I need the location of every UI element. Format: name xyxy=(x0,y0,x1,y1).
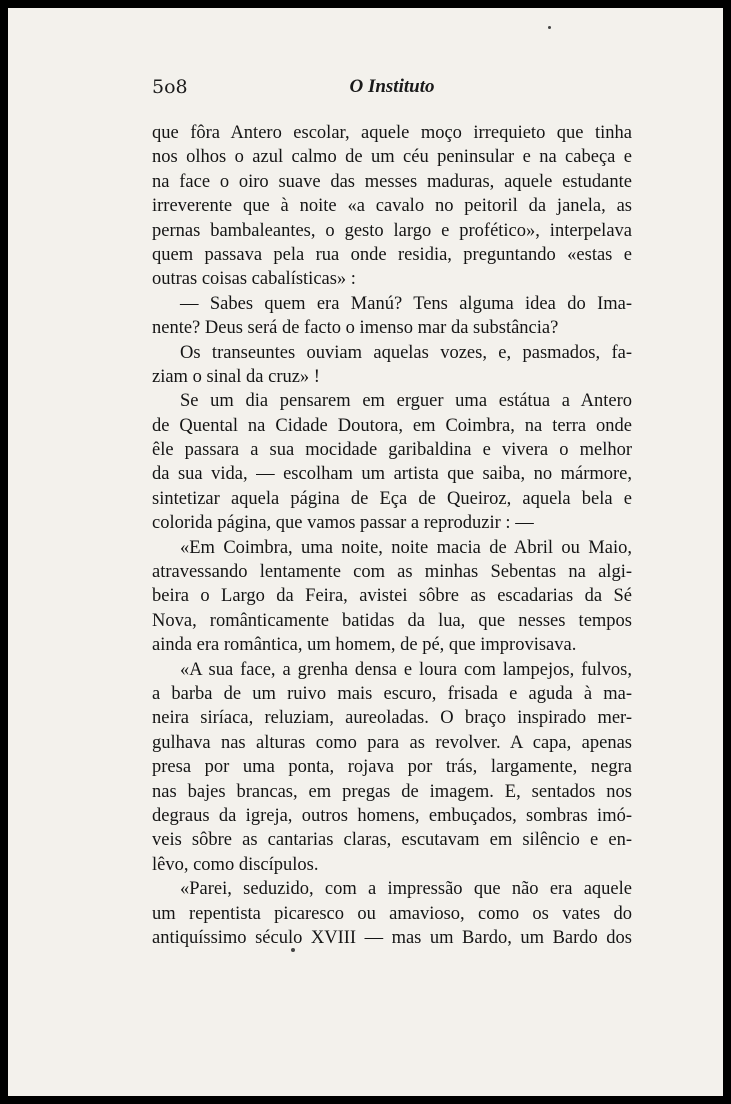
text-line: êle passara a sua mocidade garibaldina e vivera o melhor xyxy=(152,440,632,461)
text-line: irreverente que à noite «a cavalo no peitoril da janela, as xyxy=(152,196,632,217)
text-line: neira siríaca, reluziam, aureoladas. O braço inspirado mer- xyxy=(152,708,632,729)
text-line: degraus da igreja, outros homens, embuçados, sombras imó- xyxy=(152,805,632,826)
dust-speck xyxy=(548,26,551,29)
running-title: O Instituto xyxy=(349,76,435,97)
text-line: «Em Coimbra, uma noite, noite macia de Abril ou Maio, xyxy=(180,537,632,558)
text-line: «A sua face, a grenha densa e loura com lampejos, fulvos, xyxy=(180,659,632,680)
text-line: lêvo, como discípulos. xyxy=(152,854,319,875)
body-text xyxy=(152,121,632,950)
text-line: colorida página, que vamos passar a reproduzir : — xyxy=(152,513,534,534)
text-line: Se um dia pensarem em erguer uma estátua a Antero xyxy=(180,391,632,412)
text-line: — Sabes quem era Manú? Tens alguma idea do Ima- xyxy=(180,293,632,314)
text-line: a barba de um ruivo mais escuro, frisada e aguda à ma- xyxy=(152,683,632,704)
text-line: presa por uma ponta, rojava por trás, largamente, negra xyxy=(152,757,632,778)
text-line: outras coisas cabalísticas» : xyxy=(152,269,356,290)
text-line: quem passava pela rua onde residia, preguntando «estas e xyxy=(152,244,632,265)
text-line: beira o Largo da Feira, avistei sôbre as escadarias da Sé xyxy=(152,586,632,607)
text-line: ziam o sinal da cruz» ! xyxy=(152,366,320,387)
text-line: de Quental na Cidade Doutora, em Coimbra, na terra onde xyxy=(152,415,632,436)
text-line: pernas bambaleantes, o gesto largo e profético», interpelava xyxy=(152,220,632,241)
page-number: 5o8 xyxy=(152,76,188,98)
text-line: na face o oiro suave das messes maduras, aquele estudante xyxy=(152,171,632,192)
text-line: gulhava nas alturas como para as revolver. A capa, apenas xyxy=(152,732,632,753)
text-line: nas bajes brancas, em pregas de imagem. E, sentados nos xyxy=(152,781,632,802)
text-line: Os transeuntes ouviam aquelas vozes, e, pasmados, fa- xyxy=(180,342,632,363)
text-line: atravessando lentamente com as minhas Sebentas na algi- xyxy=(152,562,632,583)
text-line: sintetizar aquela página de Eça de Queiroz, aquela bela e xyxy=(152,488,632,509)
text-line: «Parei, seduzido, com a impressão que não era aquele xyxy=(180,879,632,900)
text-line: nente? Deus será de facto o imenso mar da substância? xyxy=(152,318,559,339)
dust-speck xyxy=(291,948,295,952)
text-line: um repentista picaresco ou amavioso, como os vates do xyxy=(152,903,632,924)
page-header xyxy=(152,76,632,106)
text-line: que fôra Antero escolar, aquele moço irrequieto que tinha xyxy=(152,123,632,143)
text-line: Nova, românticamente batidas da lua, que nesses tempos xyxy=(152,610,632,631)
text-line: antiquíssimo século XVIII — mas um Bardo, um Bardo dos xyxy=(152,927,632,948)
text-line: ainda era romântica, um homem, de pé, que improvisava. xyxy=(152,635,577,656)
scanned-page xyxy=(8,8,723,1096)
text-line: da sua vida, — escolham um artista que saiba, no mármore, xyxy=(152,464,632,485)
text-line: veis sôbre as cantarias claras, escutavam em silêncio e en- xyxy=(152,830,632,851)
text-line: nos olhos o azul calmo de um céu peninsular e na cabeça e xyxy=(152,147,632,168)
